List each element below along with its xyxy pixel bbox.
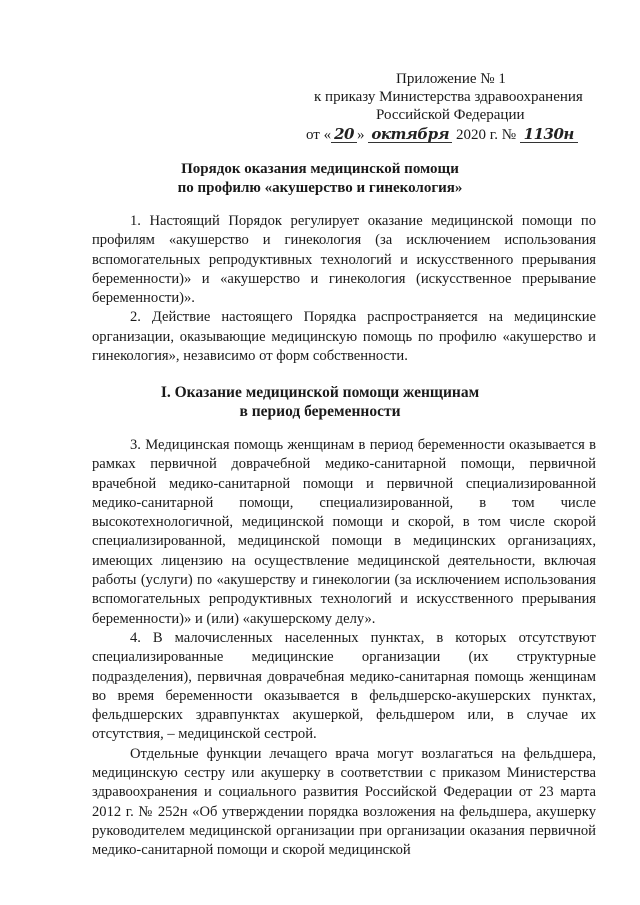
intro-paragraphs (92, 212, 596, 366)
section-1-heading-line-2: в период беременности (239, 403, 401, 420)
section-1-heading-line-1: I. Оказание медицинской помощи женщинам (160, 384, 480, 401)
appendix-label: Приложение № 1 (396, 71, 506, 87)
handwritten-order-number: 1130н (520, 127, 578, 143)
paragraph-5: Отдельные функции лечащего врача могут возлагаться на фельдшера, медицинскую сестру или акушерку в соответствии с приказом Министерства здравоохранения и социального развития Российской Федерации от 23 марта 2012 г. № 252н «Об утверждении порядка возложения на фельдшера, акушерку руководителем медицинской организации при организации оказания первичной медико-санитарной помощи и скорой медицинской (92, 745, 596, 859)
handwritten-day: 20 (331, 127, 357, 143)
section-1-heading (0, 383, 640, 421)
document-title (0, 160, 640, 198)
date-separator: » (356, 127, 365, 143)
date-prefix: от « (306, 127, 332, 143)
title-line-2: по профилю «акушерство и гинекология» (177, 180, 463, 196)
handwritten-month: октября (368, 127, 452, 143)
order-reference: к приказу Министерства здравоохранения (314, 89, 583, 105)
federation-label: Российской Федерации (376, 107, 525, 123)
paragraph-4: 4. В малочисленных населенных пунктах, в которых отсутствуют специализированные медицинские организации (их структурные подразделения), первичная доврачебная медико-санитарная помощь женщинам во время беременности оказывается в фельдшерско-акушерских пунктах, фельдшерских здравпунктах акушеркой, фельдшером или, в случае их отсутствия, – медицинской сестрой. (92, 629, 596, 743)
order-year: 2020 г. № (455, 127, 517, 143)
paragraph-1: 1. Настоящий Порядок регулирует оказание медицинской помощи по профилям «акушерство и гинекология (за исключением использования вспомогательных репродуктивных технологий и искусственного прерывания беременности)» и «акушерство и гинекология (искусственное прерывание беременности)». (92, 213, 596, 307)
order-date-line (306, 126, 578, 144)
paragraph-2: 2. Действие настоящего Порядка распространяется на медицинские организации, оказывающие медицинскую помощь по профилю «акушерство и гинекология», независимо от форм собственности. (92, 309, 596, 365)
title-line-1: Порядок оказания медицинской помощи (181, 161, 459, 177)
section-1-paragraphs (92, 436, 596, 861)
paragraph-3: 3. Медицинская помощь женщинам в период беременности оказывается в рамках первичной доврачебной медико-санитарной помощи, первичной врачебной медико-санитарной помощи и первичной специализированной медико-санитарной помощи, специализированной, в том числе высокотехнологичной, медицинской помощи и скорой, в том числе скорой специализированной, медицинской помощи в медицинских организациях, имеющих лицензию на осуществление медицинской деятельности, включая работы (услуги) по «акушерству и гинекологии (за исключением использования вспомогательных репродуктивных технологий и искусственного прерывания беременности)» и (или) «акушерскому делу». (92, 437, 596, 627)
